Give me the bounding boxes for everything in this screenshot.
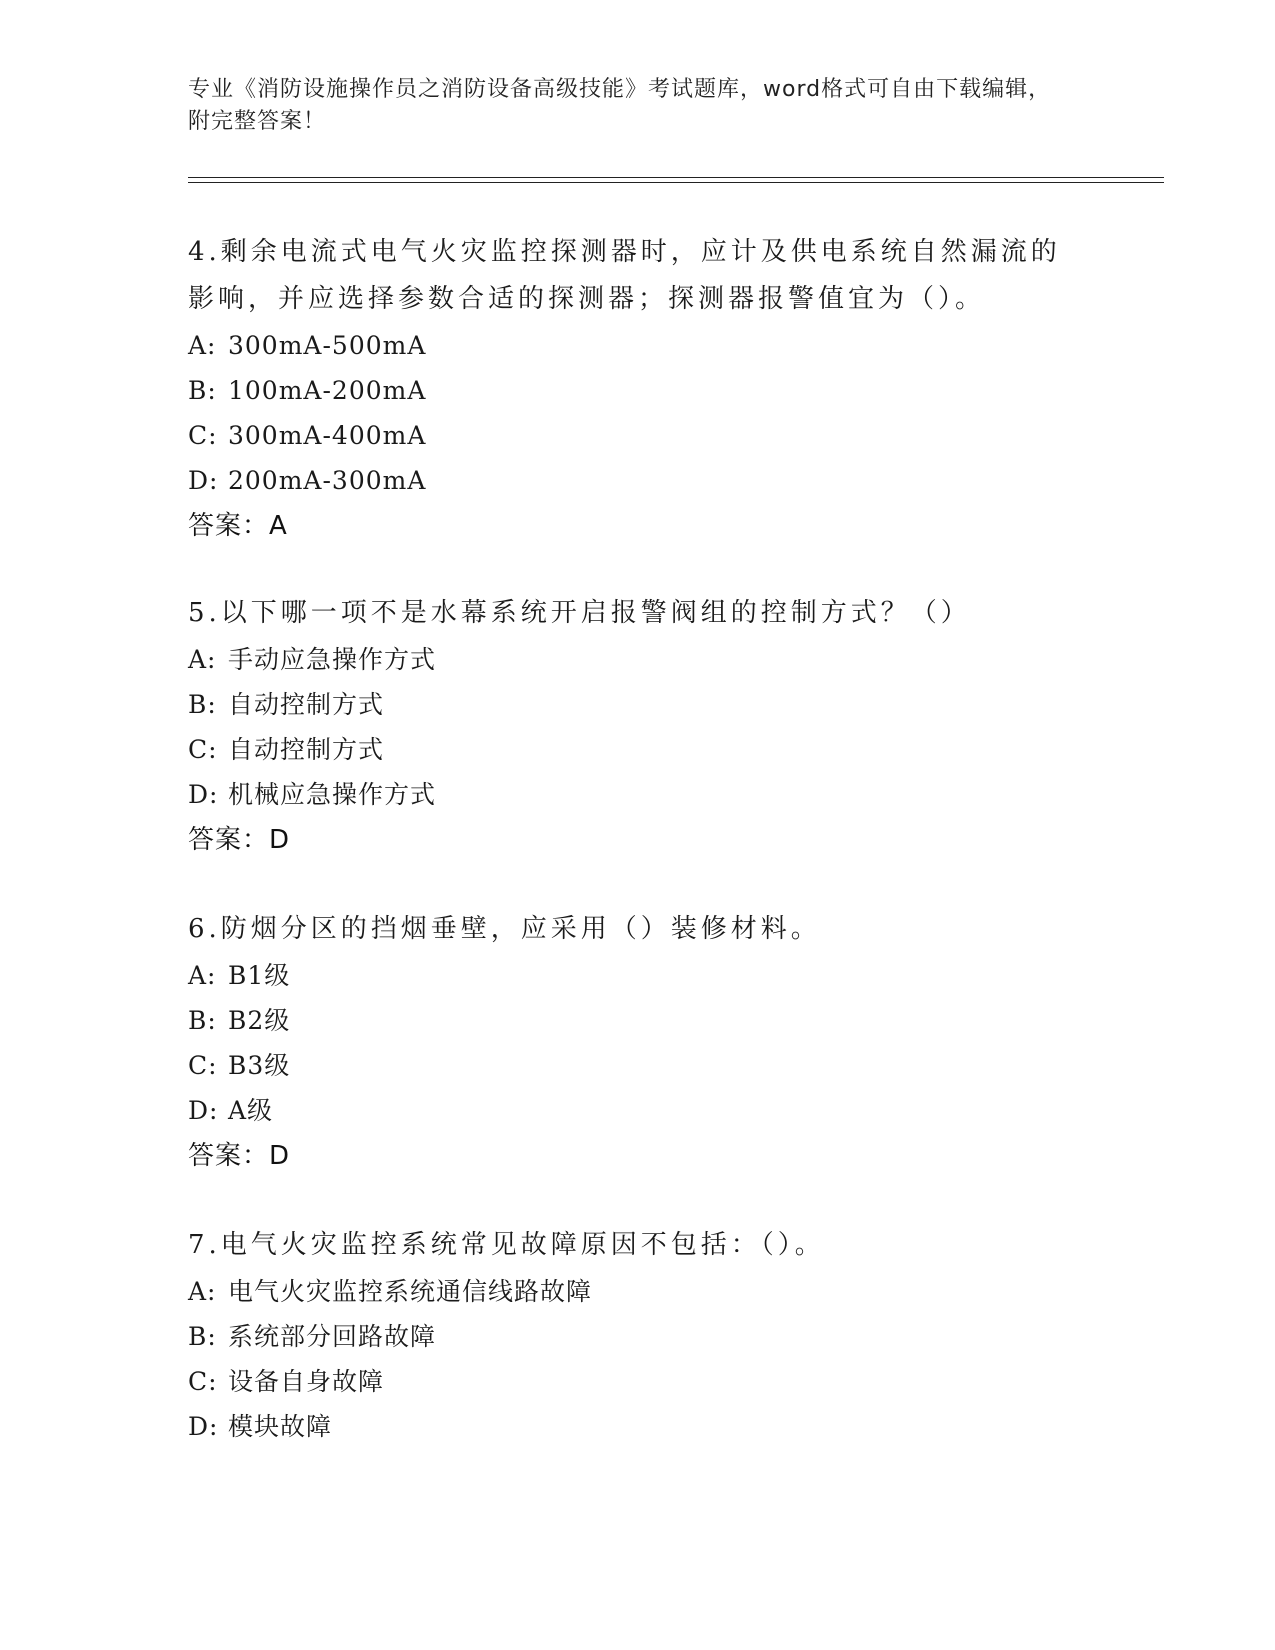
option-label: C: [188, 1051, 218, 1080]
option-text: 100mA-200mA [228, 376, 427, 405]
answer-line: 答案：D [188, 825, 291, 855]
document-header [188, 74, 1068, 138]
option-label: D: [188, 1412, 219, 1441]
option-label: D: [188, 466, 219, 495]
option-text: 系统部分回路故障 [228, 1322, 437, 1351]
option-d [188, 1088, 1088, 1133]
option-text: 300mA-400mA [228, 421, 427, 450]
question-stem: 7.电气火灾监控系统常见故障原因不包括：（）。 [188, 1230, 825, 1260]
option-label: A: [188, 331, 217, 360]
option-label: D: [188, 780, 219, 809]
option-label: A: [188, 645, 217, 674]
header-divider-bottom [188, 182, 1164, 183]
option-b [188, 1314, 1088, 1359]
option-c [188, 413, 1088, 458]
option-text: 200mA-300mA [228, 466, 427, 495]
option-text: A级 [228, 1096, 274, 1125]
option-c [188, 727, 1088, 772]
header-text: 专业《消防设施操作员之消防设备高级技能》考试题库，word格式可自由下载编辑，附完整答案！ [188, 77, 1052, 134]
option-d [188, 458, 1088, 503]
option-label: A: [188, 1277, 217, 1306]
answer-line: 答案：A [188, 511, 288, 541]
option-text: 机械应急操作方式 [228, 780, 437, 809]
header-divider-top [188, 177, 1164, 178]
question-stem: 5.以下哪一项不是水幕系统开启报警阀组的控制方式？（） [188, 598, 971, 628]
option-a [188, 1269, 1088, 1314]
option-label: C: [188, 421, 218, 450]
option-text: B1级 [228, 961, 291, 990]
answer-line: 答案：D [188, 1141, 291, 1171]
question-6 [188, 906, 1088, 1179]
option-text: 电气火灾监控系统通信线路故障 [228, 1277, 593, 1306]
option-text: B2级 [228, 1006, 291, 1035]
option-label: D: [188, 1096, 219, 1125]
option-text: 自动控制方式 [228, 735, 385, 764]
option-c [188, 1043, 1088, 1088]
question-7 [188, 1222, 1088, 1449]
question-stem: 4.剩余电流式电气火灾监控探测器时，应计及供电系统自然漏流的影响，并应选择参数合适的探测器；探测器报警值宜为（）。 [188, 237, 1061, 314]
option-d [188, 772, 1088, 817]
question-5 [188, 590, 1088, 863]
option-a [188, 323, 1088, 368]
option-label: C: [188, 1367, 218, 1396]
option-label: B: [188, 690, 217, 719]
option-d [188, 1404, 1088, 1449]
option-b [188, 682, 1088, 727]
option-a [188, 953, 1088, 998]
option-text: B3级 [228, 1051, 291, 1080]
option-label: A: [188, 961, 217, 990]
option-text: 模块故障 [228, 1412, 333, 1441]
option-text: 手动应急操作方式 [228, 645, 437, 674]
option-label: B: [188, 1322, 217, 1351]
question-4 [188, 229, 1088, 549]
option-text: 300mA-500mA [228, 331, 427, 360]
option-label: C: [188, 735, 218, 764]
option-a [188, 637, 1088, 682]
option-b [188, 368, 1088, 413]
option-b [188, 998, 1088, 1043]
option-label: B: [188, 376, 217, 405]
option-text: 自动控制方式 [228, 690, 385, 719]
option-c [188, 1359, 1088, 1404]
question-stem: 6.防烟分区的挡烟垂壁，应采用（）装修材料。 [188, 914, 821, 944]
option-label: B: [188, 1006, 217, 1035]
option-text: 设备自身故障 [228, 1367, 385, 1396]
